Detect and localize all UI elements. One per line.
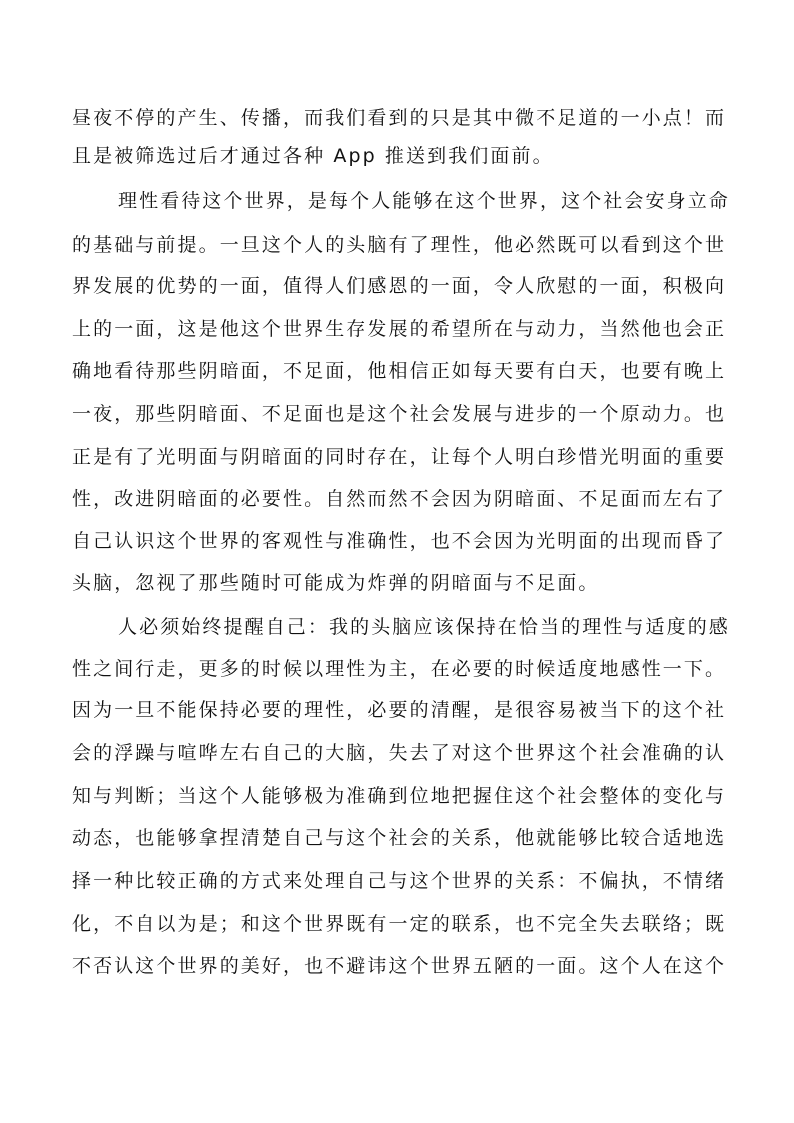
- text-line: 化，不自以为是；和这个世界既有一定的联系，也不完全失去联络；既: [72, 913, 727, 935]
- text-line: 上的一面，这是他这个世界生存发展的希望所在与动力，当然他也会正: [72, 318, 727, 340]
- text-line: 知与判断；当这个人能够极为准确到位地把握住这个社会整体的变化与: [72, 785, 727, 807]
- text-line: 择一种比较正确的方式来处理自己与这个世界的关系：不偏执，不情绪: [72, 870, 727, 892]
- text-line: 性，改进阴暗面的必要性。自然而然不会因为阴暗面、不足面而左右了: [72, 488, 727, 510]
- text-line: 一夜，那些阴暗面、不足面也是这个社会发展与进步的一个原动力。也: [72, 403, 727, 425]
- text-line: 的基础与前提。一旦这个人的头脑有了理性，他必然既可以看到这个世: [72, 234, 727, 256]
- text-line: 动态，也能够拿捏清楚自己与这个社会的关系，他就能够比较合适地选: [72, 827, 727, 849]
- text-line: 昼夜不停的产生、传播，而我们看到的只是其中微不足道的一小点！而: [72, 107, 727, 129]
- text-line: 确地看待那些阴暗面，不足面，他相信正如每天要有白天，也要有晚上: [72, 360, 727, 382]
- text-line: 会的浮躁与喧哗左右自己的大脑，失去了对这个世界这个社会准确的认: [72, 742, 727, 764]
- text-line: 正是有了光明面与阴暗面的同时存在，让每个人明白珍惜光明面的重要: [72, 446, 727, 468]
- text-line: 不否认这个世界的美好，也不避讳这个世界五陋的一面。这个人在这个: [72, 955, 727, 977]
- text-line: 且是被筛选过后才通过各种 App 推送到我们面前。: [72, 145, 554, 167]
- text-line: 性之间行走，更多的时候以理性为主，在必要的时候适度地感性一下。: [72, 658, 727, 680]
- text-line: 因为一旦不能保持必要的理性，必要的清醒，是很容易被当下的这个社: [72, 699, 727, 721]
- paragraph-first-line: 人必须始终提醒自己：我的头脑应该保持在恰当的理性与适度的感: [118, 616, 730, 638]
- text-line: 自己认识这个世界的客观性与准确性，也不会因为光明面的出现而昏了: [72, 530, 727, 552]
- text-line: 界发展的优势的一面，值得人们感恩的一面，令人欣慰的一面，积极向: [72, 275, 727, 297]
- text-line: 头脑，忽视了那些随时可能成为炸弹的阴暗面与不足面。: [72, 572, 600, 594]
- paragraph-first-line: 理性看待这个世界，是每个人能够在这个世界，这个社会安身立命: [118, 190, 730, 212]
